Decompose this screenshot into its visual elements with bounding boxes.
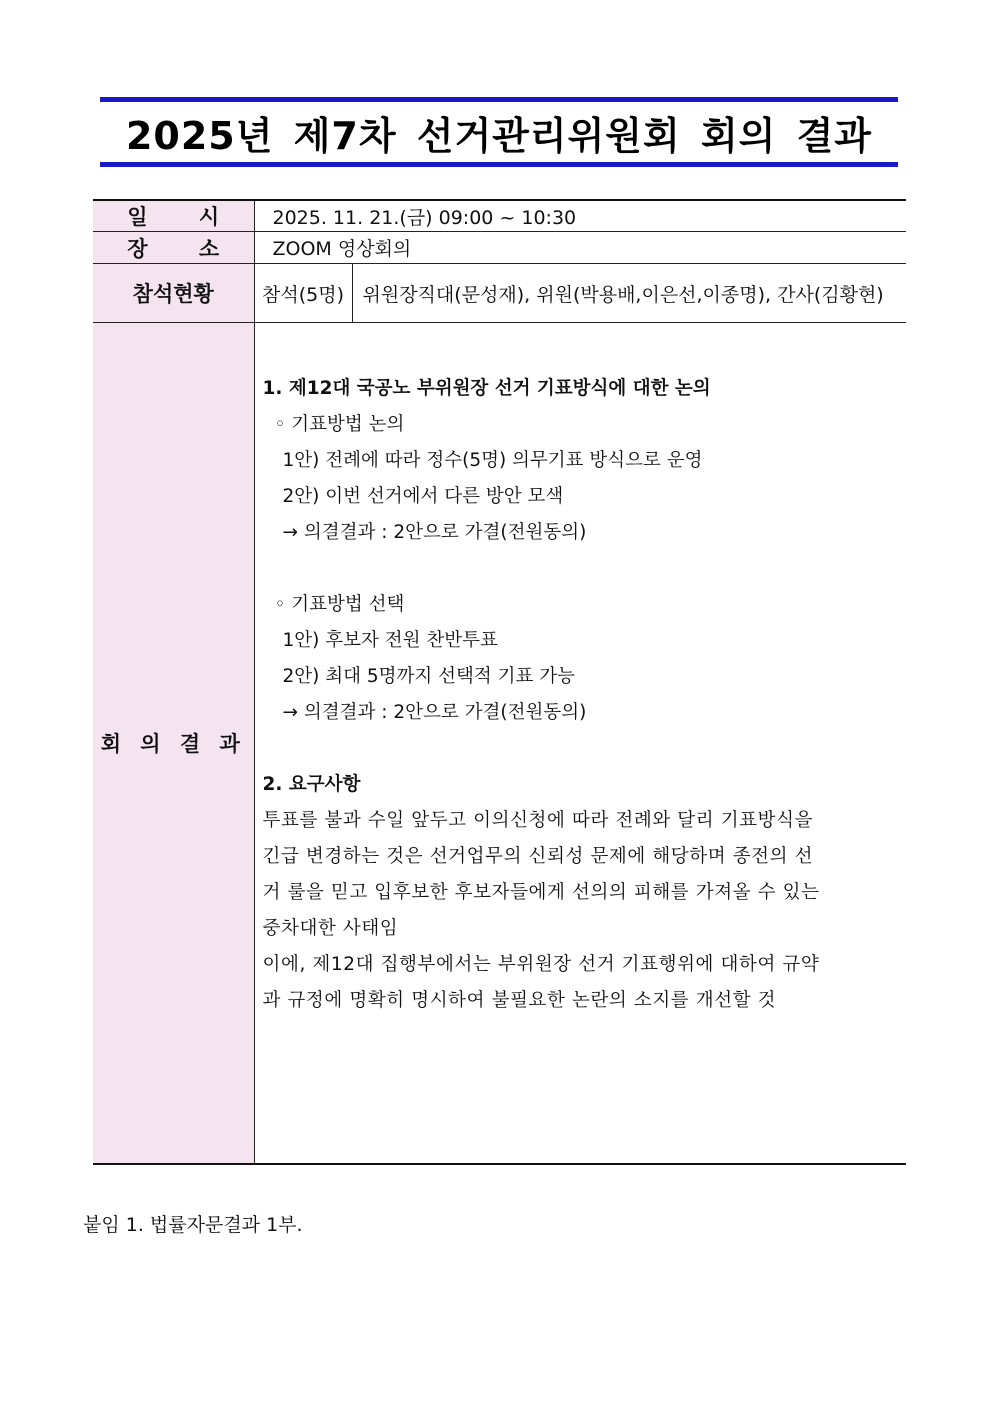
section2-line-6: 과 규정에 명확히 명시하여 불필요한 논란의 소지를 개선할 것 xyxy=(262,990,777,1011)
section2-line-4: 중차대한 사태임 xyxy=(262,918,399,939)
attachment-note: 붙임 1. 법률자문결과 1부. xyxy=(83,1214,303,1236)
attendance-members: 위원장직대(문성재), 위원(박용배,이은선,이종명), 간사(김황현) xyxy=(352,264,906,323)
value-place: ZOOM 영상회의 xyxy=(254,232,906,264)
label-datetime: 일 시 xyxy=(93,200,254,232)
label-attendance: 참석현황 xyxy=(93,264,254,323)
title-box xyxy=(100,97,898,167)
spacer xyxy=(263,731,899,767)
group2-title: ◦ 기표방법 선택 xyxy=(274,594,405,615)
document-title: 2025년 제7차 선거관리위원회 회의 결과 xyxy=(125,113,873,158)
group1-option1: 1안) 전례에 따라 정수(5명) 의무기표 방식으로 운영 xyxy=(282,450,703,471)
group2-option2: 2안) 최대 5명까지 선택적 기표 가능 xyxy=(282,666,575,687)
section1-heading: 1. 제12대 국공노 부위원장 선거 기표방식에 대한 논의 xyxy=(262,378,711,399)
group2-option1: 1안) 후보자 전원 찬반투표 xyxy=(282,630,498,651)
section2-line-5: 이에, 제12대 집행부에서는 부위원장 선거 기표행위에 대하여 규약 xyxy=(262,954,820,975)
group1-option2: 2안) 이번 선거에서 다른 방안 모색 xyxy=(282,486,564,507)
attendance-count: 참석(5명) xyxy=(254,264,352,323)
spacer xyxy=(263,551,899,587)
group2-decision: → 의결결과 : 2안으로 가결(전원동의) xyxy=(282,702,587,723)
label-result: 회 의 결 과 xyxy=(93,323,254,1164)
row-place xyxy=(93,232,906,264)
section2-line-2: 긴급 변경하는 것은 선거업무의 신뢰성 문제에 해당하며 종전의 선 xyxy=(262,846,814,867)
row-attendance xyxy=(93,264,906,323)
section2-line-1: 투표를 불과 수일 앞두고 이의신청에 따라 전례와 달리 기표방식을 xyxy=(262,810,814,831)
section2-line-3: 거 룰을 믿고 입후보한 후보자들에게 선의의 피해를 가져올 수 있는 xyxy=(262,882,820,903)
group1-title: ◦ 기표방법 논의 xyxy=(274,414,405,435)
row-datetime xyxy=(93,200,906,232)
label-place: 장 소 xyxy=(93,232,254,264)
section2-heading: 2. 요구사항 xyxy=(262,774,361,795)
result-content xyxy=(254,323,906,1164)
group1-decision: → 의결결과 : 2안으로 가결(전원동의) xyxy=(282,522,587,543)
meeting-info-table xyxy=(93,199,906,1165)
row-result xyxy=(93,323,906,1164)
value-datetime: 2025. 11. 21.(금) 09:00 ~ 10:30 xyxy=(254,200,906,232)
